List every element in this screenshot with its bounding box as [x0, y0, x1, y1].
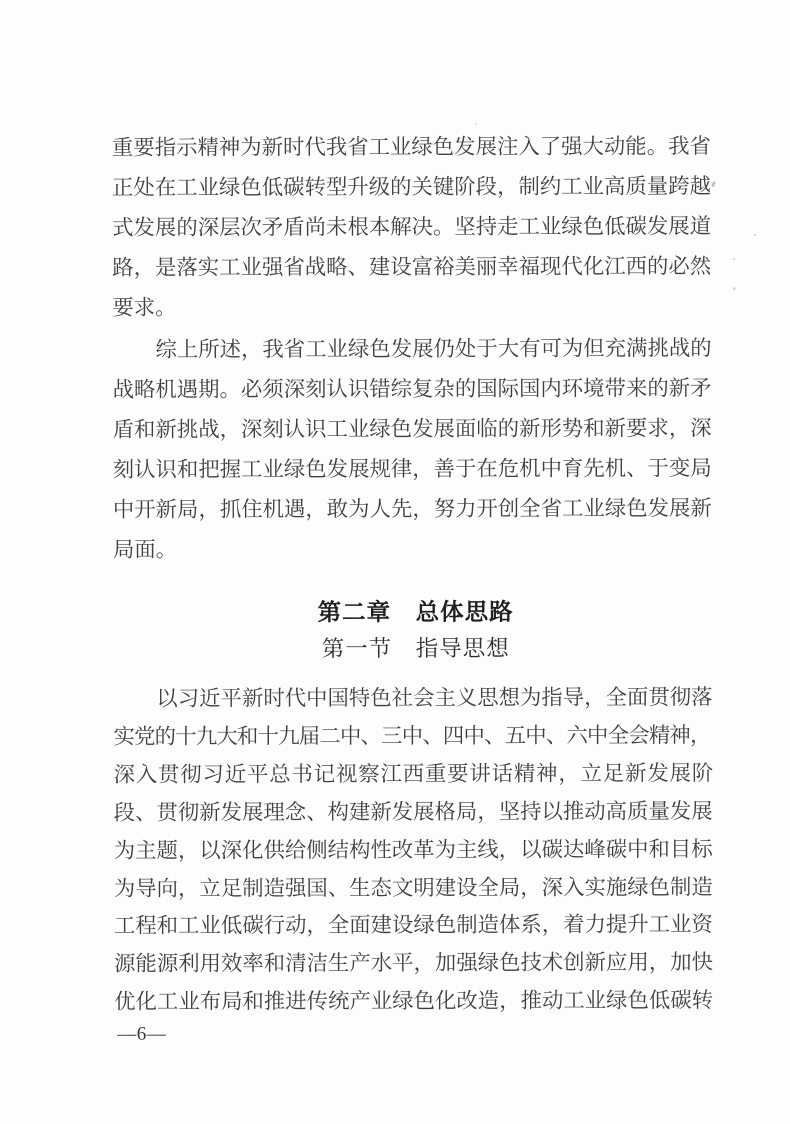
text-line: 战略机遇期。必须深刻认识错综复杂的国际国内环境带来的新矛: [112, 376, 712, 402]
scan-speck: [475, 123, 477, 125]
scan-speck: [754, 234, 756, 236]
text-line: 为主题，以深化供给侧结构性改革为主线，以碳达峰碳中和目标: [113, 836, 713, 863]
text-line: 工程和工业低碳行动，全面建设绿色制造体系，着力提升工业资: [113, 912, 713, 939]
paragraph-continuation: [112, 126, 718, 328]
text-line: 源能源利用效率和清洁生产水平，加强绿色技术创新应用，加快: [114, 950, 714, 977]
paragraph-guiding-ideology: [113, 679, 719, 1022]
paragraph-summary: [112, 328, 718, 570]
text-line: 重要指示精神为新时代我省工业绿色发展注入了强大动能。我省: [111, 134, 711, 160]
text-line: 盾和新挑战，深刻认识工业绿色发展面临的新形势和新要求，深: [112, 416, 712, 442]
text-line: 为导向，立足制造强国、生态文明建设全局，深入实施绿色制造: [113, 874, 713, 901]
text-line: 中开新局，抓住机遇，敢为人先，努力开创全省工业绿色发展新: [112, 496, 712, 522]
text-line: 以习近平新时代中国特色社会主义思想为指导，全面贯彻落: [156, 685, 713, 711]
text-line: 正处在工业绿色低碳转型升级的关键阶段，制约工业高质量跨越: [111, 174, 712, 200]
text-line: 式发展的深层次矛盾尚未根本解决。坚持走工业绿色低碳发展道: [112, 214, 712, 240]
text-line: 实党的十九大和十九届二中、三中、四中、五中、六中全会精神，: [113, 723, 711, 749]
scan-speck: [733, 287, 735, 290]
text-line: 刻认识和把握工业绿色发展规律，善于在危机中育先机、于变局: [112, 456, 712, 482]
text-line: 局面。: [112, 537, 178, 562]
section-heading: 第一节 指导思想: [321, 635, 510, 662]
page-number: —6—: [117, 1023, 167, 1045]
text-line: 路，是落实工业强省战略、建设富裕美丽幸福现代化江西的必然: [112, 254, 712, 280]
text-line: 要求。: [112, 295, 177, 320]
text-line: 综上所述，我省工业绿色发展仍处于大有可为但充满挑战的: [155, 336, 712, 362]
scan-speck: [733, 258, 735, 260]
text-line: 优化工业布局和推进传统产业绿色化改造，推动工业绿色低碳转: [114, 988, 714, 1014]
chapter-heading: 第二章 总体思路: [317, 598, 514, 626]
text-line: 段、贯彻新发展理念、构建新发展格局，坚持以推动高质量发展: [113, 798, 713, 825]
text-line: 深入贯彻习近平总书记视察江西重要讲话精神，立足新发展阶: [113, 760, 715, 787]
